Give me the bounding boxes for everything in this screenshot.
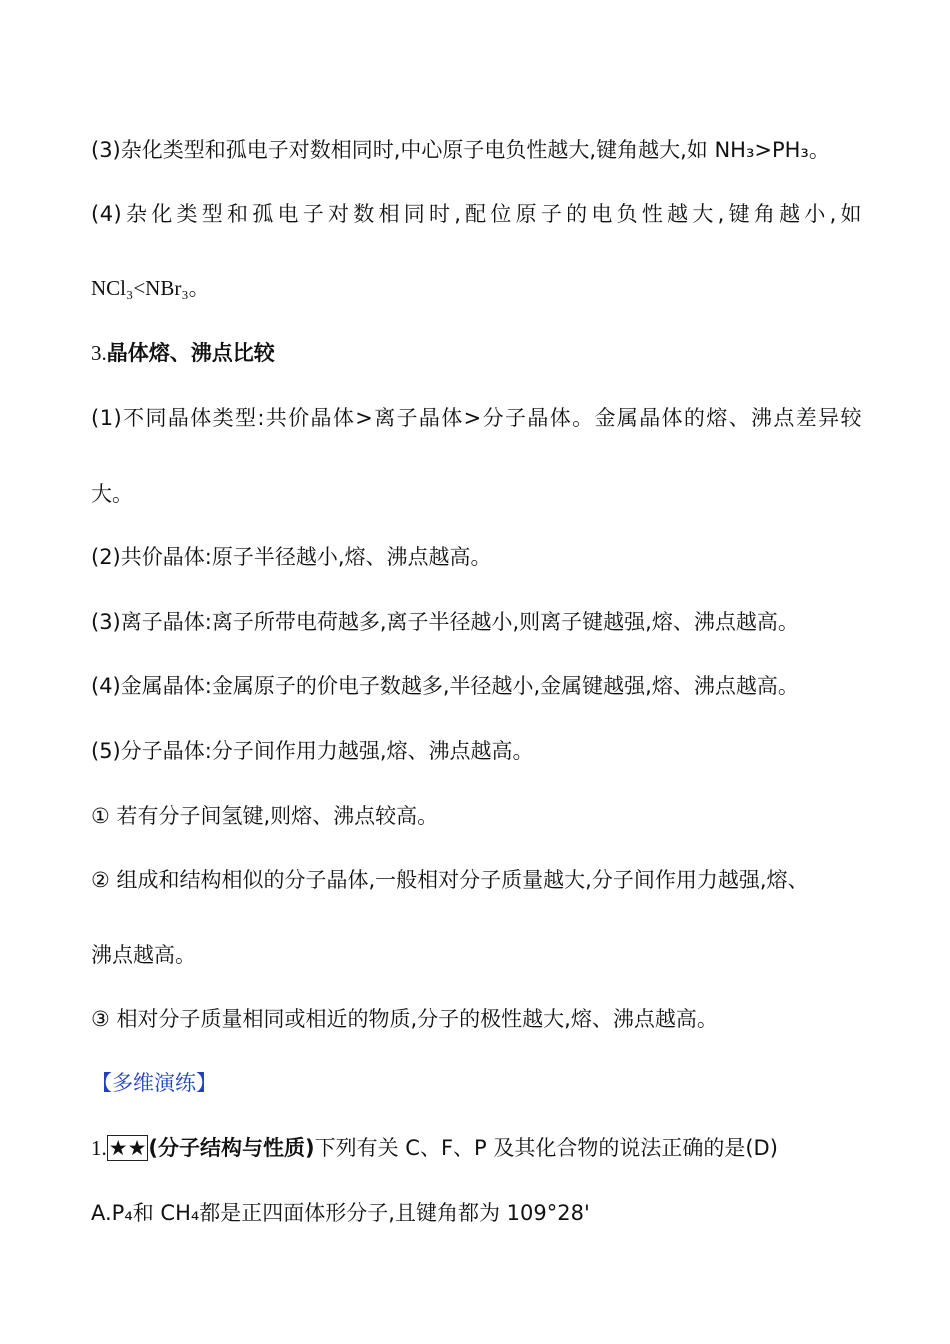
section-heading-crystal <box>91 338 862 368</box>
list-item-2-cont: 沸点越高。 <box>91 943 196 967</box>
question-number: 1. <box>91 1136 107 1160</box>
paragraph-crystal-1-cont: 大。 <box>91 482 133 506</box>
question-option-a: A.P₄和 CH₄都是正四面体形分子,且键角都为 109°28' <box>91 1201 590 1225</box>
list-item-1: ① 若有分子间氢键,则熔、沸点较高。 <box>91 804 439 828</box>
question-1 <box>91 1133 862 1163</box>
paragraph-bond-angle-3: (3)杂化类型和孤电子对数相同时,中心原子电负性越大,键角越大,如 NH₃>PH₃。 <box>91 138 830 162</box>
paragraph-crystal-2: (2)共价晶体:原子半径越小,熔、沸点越高。 <box>91 545 492 569</box>
heading-text: 晶体熔、沸点比较 <box>106 341 275 365</box>
question-stem: 下列有关 C、F、P 及其化合物的说法正确的是(D) <box>314 1136 778 1160</box>
difficulty-stars-icon: ★★ <box>108 1136 147 1160</box>
paragraph-crystal-5: (5)分子晶体:分子间作用力越强,熔、沸点越高。 <box>91 739 534 763</box>
paragraph-crystal-4: (4)金属晶体:金属原子的价电子数越多,半径越小,金属键越强,熔、沸点越高。 <box>91 674 799 698</box>
section-title-practice: 【多维演练】 <box>91 1071 217 1095</box>
paragraph-bond-angle-4-cont: NCl₃<NBr₃。 <box>91 276 210 300</box>
list-item-2: ② 组成和结构相似的分子晶体,一般相对分子质量越大,分子间作用力越强,熔、 <box>91 868 809 892</box>
question-tag: (分子结构与性质) <box>148 1136 315 1160</box>
paragraph-crystal-1: (1)不同晶体类型:共价晶体>离子晶体>分子晶体。金属晶体的熔、沸点差异较 <box>91 406 862 430</box>
paragraph-crystal-3: (3)离子晶体:离子所带电荷越多,离子半径越小,则离子键越强,熔、沸点越高。 <box>91 610 799 634</box>
list-item-3: ③ 相对分子质量相同或相近的物质,分子的极性越大,熔、沸点越高。 <box>91 1007 718 1031</box>
paragraph-bond-angle-4: (4)杂化类型和孤电子对数相同时,配位原子的电负性越大,键角越小,如 <box>91 202 862 226</box>
heading-number: 3. <box>91 341 107 365</box>
